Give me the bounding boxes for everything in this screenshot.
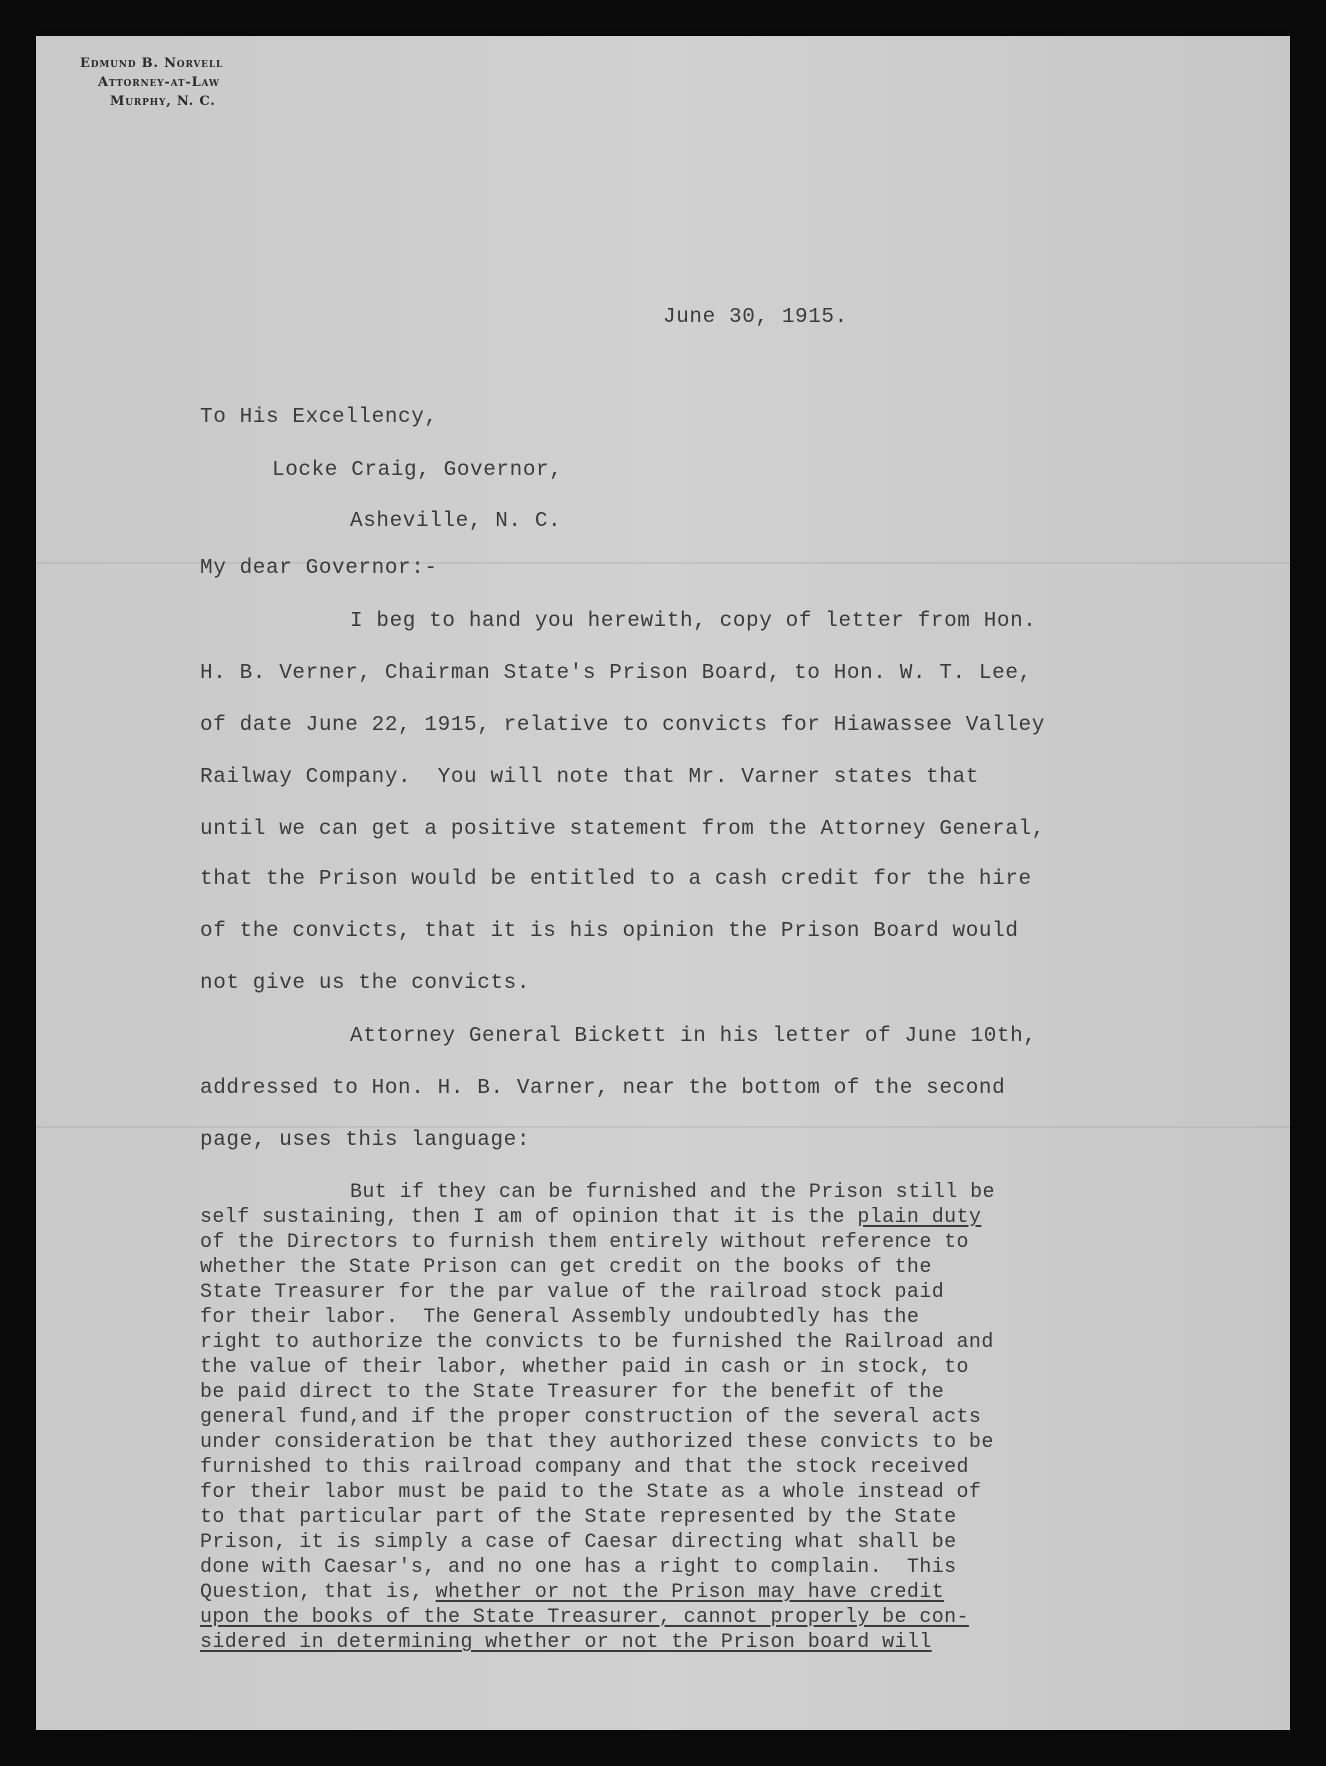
letterhead	[80, 54, 380, 111]
quote-text: self sustaining, then I am of opinion that it is the	[200, 1206, 858, 1229]
quote-line: furnished to this railroad company and that the stock received	[200, 1456, 969, 1479]
quote-line-underlined: upon the books of the State Treasurer, cannot properly be con-	[200, 1606, 969, 1629]
underlined-phrase: whether or not the Prison may have credit	[435, 1581, 945, 1604]
paragraph-line: not give us the convicts.	[200, 972, 531, 995]
paragraph-line: that the Prison would be entitled to a cash credit for the hire	[200, 868, 1032, 891]
underlined-phrase: plain duty	[857, 1206, 982, 1229]
quote-line: be paid direct to the State Treasurer for the benefit of the	[200, 1381, 945, 1404]
address-line-2: Locke Craig, Governor,	[272, 459, 563, 482]
paragraph-line: Attorney General Bickett in his letter of June 10th,	[350, 1025, 1037, 1048]
quote-line: of the Directors to furnish them entirely without reference to	[200, 1231, 969, 1254]
paragraph-line: until we can get a positive statement from the Attorney General,	[200, 818, 1045, 841]
quote-line-underlined: sidered in determining whether or not the Prison board will	[200, 1631, 932, 1654]
quote-line: under consideration be that they authorized these convicts to be	[200, 1431, 994, 1454]
quote-line: for their labor must be paid to the State as a whole instead of	[200, 1481, 982, 1504]
letterhead-name: Edmund B. Norvell	[80, 56, 224, 71]
quote-line: Prison, it is simply a case of Caesar directing what shall be	[200, 1531, 957, 1554]
quote-line: the value of their labor, whether paid in cash or in stock, to	[200, 1356, 969, 1379]
paragraph-line: Railway Company. You will note that Mr. Varner states that	[200, 766, 979, 789]
paragraph-line: of date June 22, 1915, relative to convicts for Hiawassee Valley	[200, 714, 1045, 737]
quote-line: to that particular part of the State represented by the State	[200, 1506, 957, 1529]
paper-fold	[36, 1126, 1290, 1128]
quote-line: But if they can be furnished and the Prison still be	[350, 1181, 995, 1204]
letterhead-city: Murphy, N. C.	[110, 94, 216, 109]
quote-line: for their labor. The General Assembly undoubtedly has the	[200, 1306, 920, 1329]
salutation: My dear Governor:-	[200, 557, 438, 580]
letter-date: June 30, 1915.	[663, 306, 848, 329]
quote-line: whether the State Prison can get credit on the books of the	[200, 1256, 932, 1279]
quote-line: general fund,and if the proper construction of the several acts	[200, 1406, 982, 1429]
letterhead-title: Attorney-at-Law	[98, 75, 220, 90]
paragraph-line: of the convicts, that it is his opinion the Prison Board would	[200, 920, 1019, 943]
quote-line: State Treasurer for the par value of the railroad stock paid	[200, 1281, 945, 1304]
paragraph-line: H. B. Verner, Chairman State's Prison Board, to Hon. W. T. Lee,	[200, 662, 1032, 685]
paragraph-line: I beg to hand you herewith, copy of letter from Hon.	[350, 610, 1037, 633]
paragraph-line: page, uses this language:	[200, 1129, 531, 1152]
quote-line: done with Caesar's, and no one has a right to complain. This	[200, 1556, 957, 1579]
address-line-3: Asheville, N. C.	[350, 510, 562, 533]
address-line-1: To His Excellency,	[200, 406, 438, 429]
quote-line: right to authorize the convicts to be furnished the Railroad and	[200, 1331, 994, 1354]
quote-text: Question, that is,	[200, 1581, 436, 1604]
quote-line	[200, 1205, 981, 1230]
paragraph-line: addressed to Hon. H. B. Varner, near the bottom of the second	[200, 1077, 1006, 1100]
quote-line	[200, 1580, 944, 1605]
